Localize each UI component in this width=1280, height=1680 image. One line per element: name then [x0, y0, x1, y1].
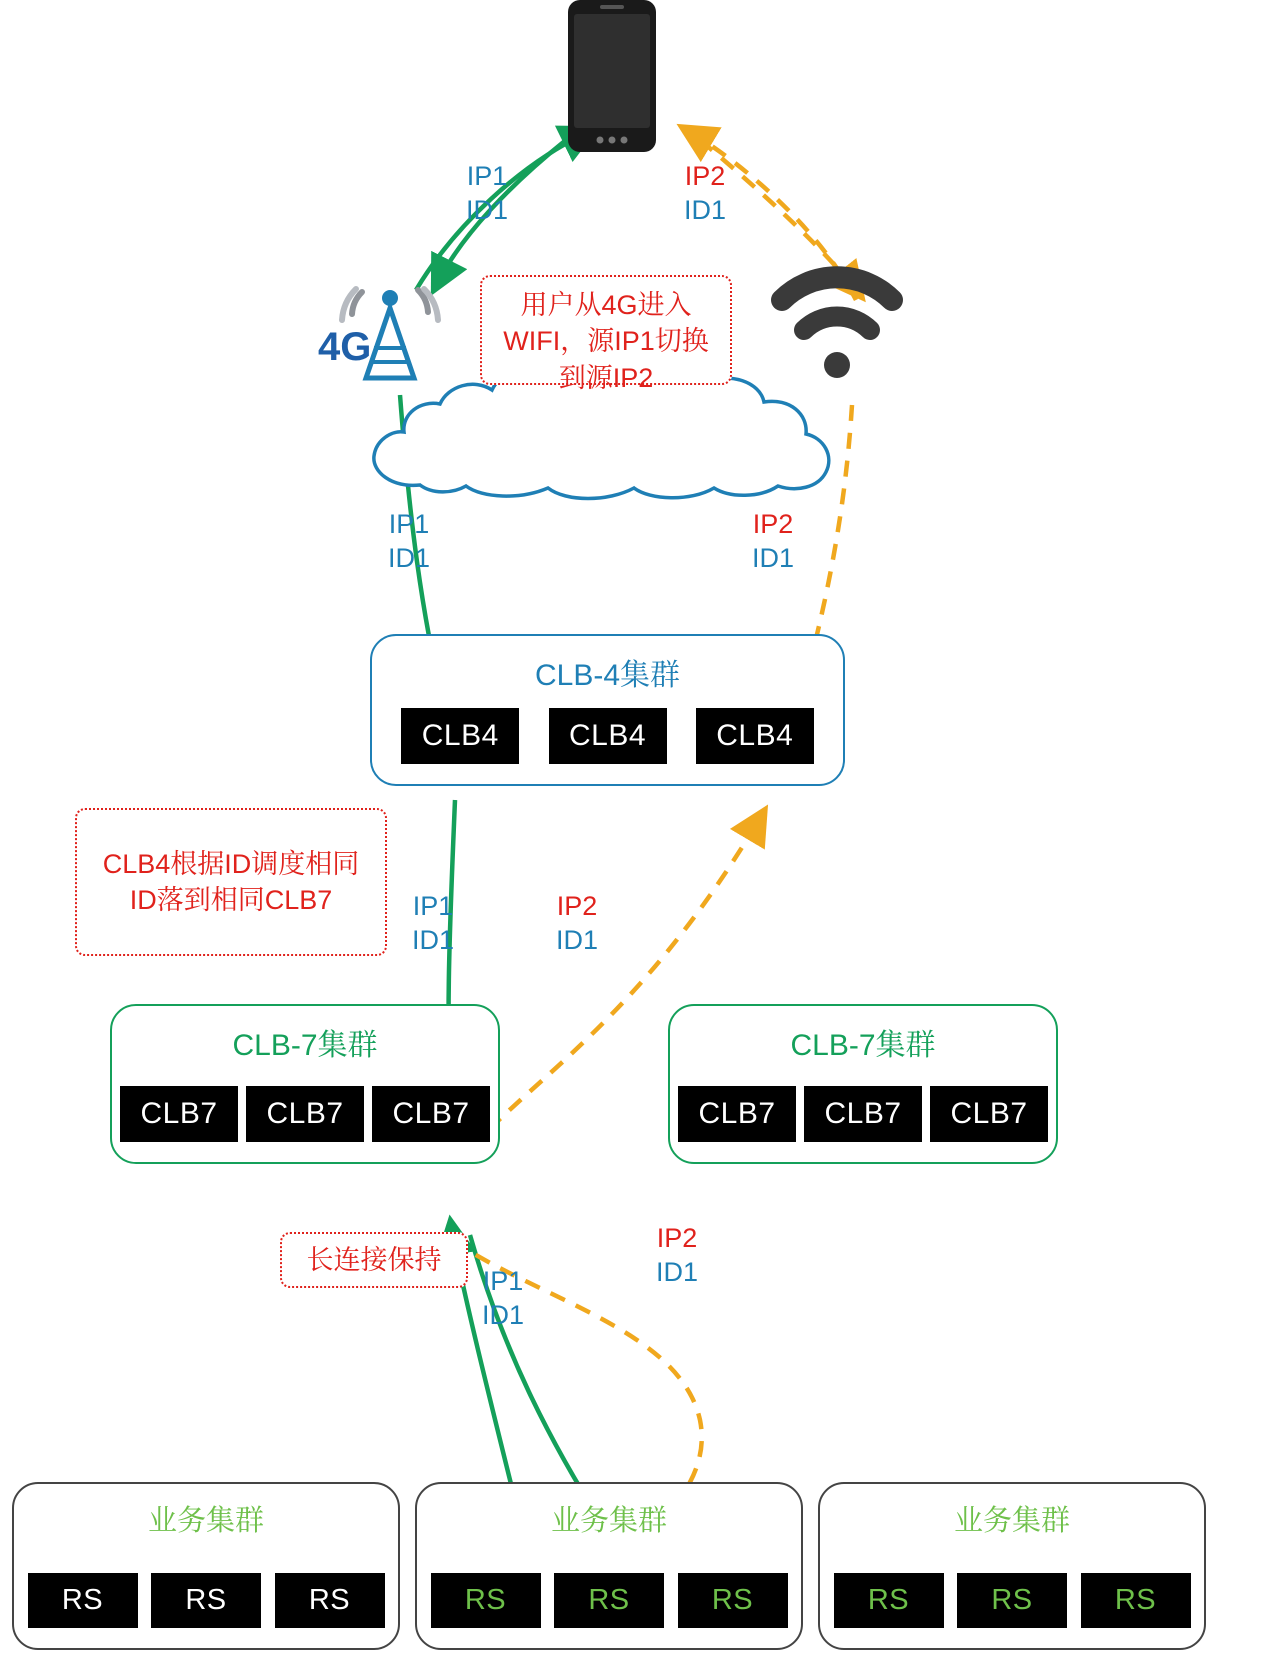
label-line-2: ID1 [388, 542, 431, 573]
node-rs-left-1[interactable]: RS [28, 1573, 138, 1628]
cluster-rs-right-nodes [820, 1573, 1204, 1628]
svg-text:4G: 4G [318, 325, 372, 369]
cluster-rs-right-title: 业务集群 [953, 1505, 1070, 1537]
smartphone-icon [568, 0, 656, 152]
node-rs-mid-2[interactable]: RS [554, 1573, 664, 1628]
cluster-clb4-title: CLB-4集群 [534, 659, 681, 692]
cluster-rs-mid-title: 业务集群 [550, 1505, 667, 1537]
label-line-1: IP1 [482, 1266, 524, 1296]
flow-label-phone-4g-ip1 [466, 160, 508, 228]
node-rs-right-1[interactable]: RS [834, 1573, 944, 1628]
note-clb4-schedule: CLB4根据ID调度相同ID落到相同CLB7 [75, 808, 387, 956]
cluster-clb7-left[interactable] [110, 1004, 500, 1164]
node-rs-mid-3[interactable]: RS [678, 1573, 788, 1628]
wifi-icon [782, 277, 892, 378]
label-line-1: IP2 [684, 161, 726, 191]
flow-label-phone-wifi-ip2 [684, 160, 726, 228]
label-line-1: IP2 [752, 509, 794, 539]
cluster-clb4-nodes [372, 708, 843, 764]
cluster-clb7-right-title: CLB-7集群 [790, 1029, 936, 1062]
flow-label-clb7-rs-ip2 [656, 1222, 698, 1290]
note-switch: 用户从4G进入WIFI，源IP1切换到源IP2 [480, 275, 732, 385]
label-line-2: ID1 [412, 924, 455, 955]
node-rs-left-3[interactable]: RS [275, 1573, 385, 1628]
label-line-2: ID1 [656, 1256, 699, 1287]
node-clb4-3[interactable]: CLB4 [696, 708, 814, 764]
node-clb7-right-3[interactable]: CLB7 [930, 1086, 1048, 1142]
label-line-1: IP1 [466, 161, 508, 191]
node-rs-left-2[interactable]: RS [151, 1573, 261, 1628]
node-clb7-right-2[interactable]: CLB7 [804, 1086, 922, 1142]
note-keepalive: 长连接保持 [280, 1232, 468, 1288]
label-line-1: IP2 [656, 1223, 698, 1253]
cluster-clb7-right[interactable] [668, 1004, 1058, 1164]
cluster-clb7-left-nodes [112, 1086, 498, 1142]
flow-label-clb4-clb7-ip1 [412, 890, 454, 958]
node-rs-right-3[interactable]: RS [1081, 1573, 1191, 1628]
4g-tower-icon [318, 289, 438, 378]
node-clb7-left-2[interactable]: CLB7 [246, 1086, 364, 1142]
label-line-2: ID1 [752, 542, 795, 573]
cluster-clb7-left-title: CLB-7集群 [232, 1029, 378, 1062]
label-line-1: IP1 [412, 891, 454, 921]
flow-label-cloud-clb4-ip2 [752, 508, 794, 576]
cluster-clb4[interactable] [370, 634, 845, 786]
cluster-clb7-right-nodes [670, 1086, 1056, 1142]
flow-label-clb4-clb7-ip2 [556, 890, 598, 958]
node-clb7-left-3[interactable]: CLB7 [372, 1086, 490, 1142]
label-line-2: ID1 [556, 924, 599, 955]
label-line-2: ID1 [482, 1299, 525, 1330]
label-line-2: ID1 [466, 194, 509, 225]
flow-label-clb7-rs-ip1 [482, 1265, 524, 1333]
node-clb4-1[interactable]: CLB4 [401, 708, 519, 764]
label-line-1: IP2 [556, 891, 598, 921]
cluster-rs-right[interactable] [818, 1482, 1206, 1650]
node-clb4-2[interactable]: CLB4 [549, 708, 667, 764]
cluster-rs-mid-nodes [417, 1573, 801, 1628]
cluster-rs-left-nodes [14, 1573, 398, 1628]
cluster-rs-left-title: 业务集群 [147, 1505, 264, 1537]
label-line-2: ID1 [684, 194, 727, 225]
cluster-rs-left[interactable] [12, 1482, 400, 1650]
node-rs-right-2[interactable]: RS [957, 1573, 1067, 1628]
cluster-rs-mid[interactable] [415, 1482, 803, 1650]
flow-label-cloud-clb4-ip1 [388, 508, 430, 576]
label-line-1: IP1 [388, 509, 430, 539]
node-rs-mid-1[interactable]: RS [431, 1573, 541, 1628]
node-clb7-right-1[interactable]: CLB7 [678, 1086, 796, 1142]
node-clb7-left-1[interactable]: CLB7 [120, 1086, 238, 1142]
